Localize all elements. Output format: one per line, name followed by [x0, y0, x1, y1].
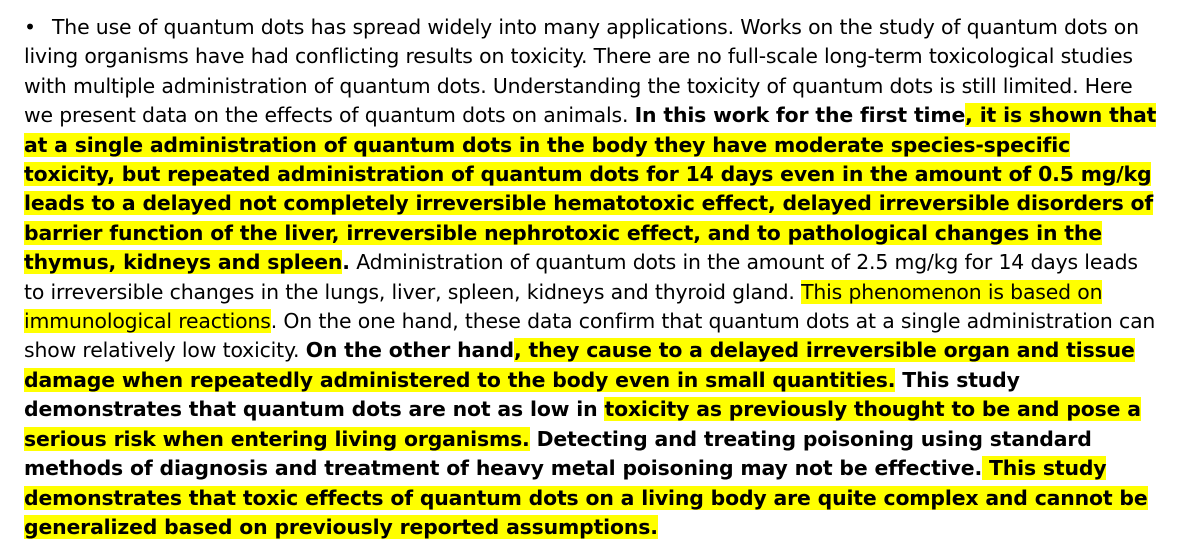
highlighted-text: This phenomenon is based on immunological reactions	[24, 279, 1103, 334]
text-segment-bold: Detecting and treating poisoning using standard methods of diagnosis and treatment of heavy metal poisoning may not be effective.	[24, 426, 1092, 481]
text-segment-bold: On the other hand	[305, 338, 514, 363]
text-segment-bold: This study demonstrates that quantum dots are not as low in	[24, 367, 1020, 422]
highlighted-text-bold: , it is shown that at a single administration of quantum dots in the body they have moderate species-specific toxicity, but repeated administration of quantum dots for 14 days even in the amount of 0.5 mg/kg leads to a delayed not completely irreversible hematotoxic effect, delayed irreversible disorders of barrier function of the liver, irreversible nephrotoxic effect, and to pathological changes in the thymus, kidneys and spleen	[24, 103, 1157, 275]
bullet-marker: •	[24, 15, 36, 39]
highlighted-text-bold: This study demonstrates that toxic effects of quantum dots on a living body are quite complex and cannot be generalized based on previously reported assumptions.	[24, 456, 1148, 539]
text-segment: . On the one hand, these data confirm that quantum dots at a single administration can show relatively low toxicity.	[24, 309, 1156, 363]
text-segment-bold: .	[342, 250, 350, 275]
highlighted-text-bold: , they cause to a delayed irreversible organ and tissue damage when repeatedly administered to the body even in small quantities.	[24, 338, 1135, 392]
text-segment-bold: In this work for the first time	[634, 103, 966, 128]
highlighted-text-bold: toxicity as previously thought to be and pose a serious risk when entering living organisms.	[24, 397, 1141, 451]
text-segment: Administration of quantum dots in the amount of 2.5 mg/kg for 14 days leads to irreversible changes in the lungs, liver, spleen, kidneys and thyroid gland.	[24, 250, 1138, 304]
text-segment: The use of quantum dots has spread widely into many applications. Works on the study of quantum dots on living organisms have had conflicting results on toxicity. There are no full-scale long-term toxicological studies with multiple administration of quantum dots. Understanding the toxicity of quantum dots is still limited. Here we present data on the effects of quantum dots on animals.	[24, 15, 1139, 128]
bullet-paragraph	[24, 13, 1164, 542]
